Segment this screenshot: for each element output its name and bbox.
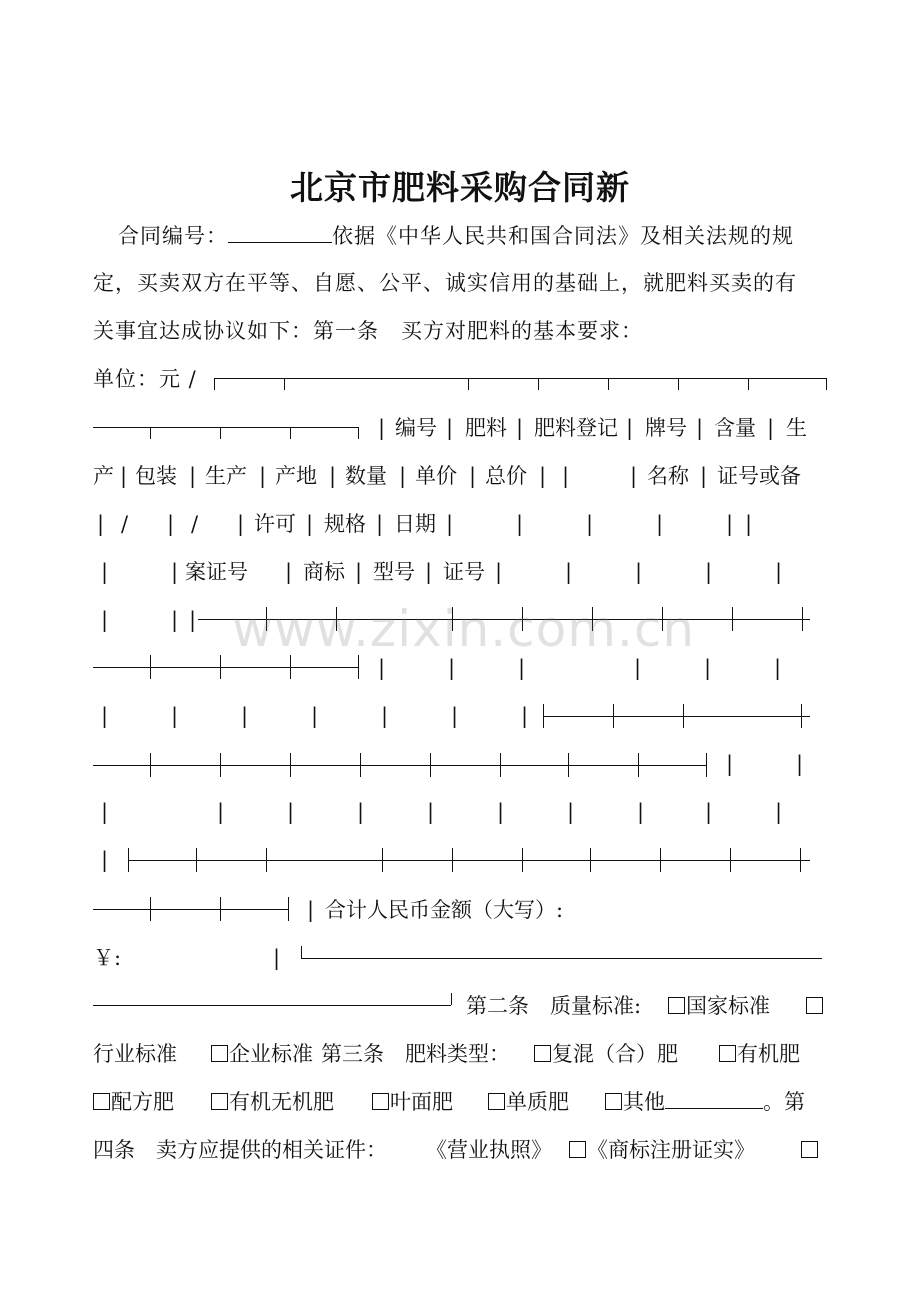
- option-formula: 配方肥: [111, 1090, 174, 1114]
- table-top-border: [214, 378, 827, 379]
- table-row-total: | 合计人民币金额（大写）:: [93, 895, 833, 925]
- unit-label: 单位：元 /: [93, 367, 197, 391]
- table-row-4: | | 案证号 | 商标 | 型号 | 证号 | | | | |: [93, 557, 833, 587]
- checkbox-trademark-cert[interactable]: [569, 1141, 586, 1158]
- checkbox-organic-inorganic[interactable]: [211, 1093, 228, 1110]
- table-tick: [382, 848, 383, 872]
- watermark: www.zixin.com.cn: [232, 600, 696, 658]
- total-amount-label: 合计人民币金额（大写）:: [325, 898, 564, 922]
- intro-basis-text: 依据《中华人民共和国合同法》及相关法规的规: [332, 224, 794, 248]
- article-4-line: [93, 1135, 833, 1165]
- article-2-line: [93, 991, 833, 1021]
- header-content: 含量: [714, 416, 756, 440]
- checkbox-other[interactable]: [605, 1093, 622, 1110]
- article-4-label: 四条 卖方应提供的相关证件：: [93, 1138, 387, 1162]
- checkbox-formula[interactable]: [93, 1093, 110, 1110]
- header-trademark: 商标: [303, 560, 345, 584]
- header-license: 许可: [254, 512, 296, 536]
- table-row-yen: ￥: |: [93, 943, 833, 973]
- checkbox-compound[interactable]: [534, 1045, 551, 1062]
- table-row-2: 产 | 包装 | 生产 | 产地 | 数量 | 单价 | 总价 | | | 名称 | 证号或备: [93, 461, 833, 491]
- table-row-3: | / | / | 许可 | 规格 | 日期 | | | | | |: [93, 509, 833, 539]
- table-tick: [732, 607, 733, 631]
- table-tick: [266, 848, 267, 872]
- table-tick: [613, 704, 614, 728]
- header-fertilizer: 肥料: [465, 416, 507, 440]
- article-3-options-line: [93, 1087, 833, 1117]
- header-production-end: 产: [93, 464, 114, 488]
- article-3-label: 第三条 肥料类型：: [321, 1042, 510, 1066]
- cell-slash-2: /: [191, 512, 199, 536]
- header-registration: 肥料登记: [534, 416, 618, 440]
- document-title: 北京市肥料采购合同新: [290, 168, 630, 207]
- option-enterprise-standard: 企业标准: [229, 1042, 313, 1066]
- table-corner: [543, 704, 544, 728]
- table-row-5: | | |: [101, 608, 197, 632]
- table-tick: [538, 378, 539, 390]
- table-bottom-border: [301, 958, 822, 959]
- header-unit-price: 单价: [415, 464, 457, 488]
- header-production-start: 生: [786, 416, 807, 440]
- header-origin: 产地: [275, 464, 317, 488]
- checkbox-enterprise-standard[interactable]: [211, 1045, 228, 1062]
- table-rule: [128, 860, 810, 861]
- table-tick: [826, 378, 827, 390]
- table-corner: [214, 378, 215, 390]
- table-tick: [590, 848, 591, 872]
- doc-trademark-cert: 《商标注册证实》: [587, 1138, 755, 1162]
- header-brand: 牌号: [645, 416, 687, 440]
- table-tick: [730, 848, 731, 872]
- checkbox-foliar[interactable]: [372, 1093, 389, 1110]
- checkbox-industry-standard[interactable]: [806, 997, 823, 1014]
- header-producer: 生产: [205, 464, 247, 488]
- intro-line-1: [118, 220, 858, 251]
- header-record-number: 案证号: [185, 560, 248, 584]
- contract-number-label: 合同编号：: [118, 224, 228, 248]
- option-organic-inorganic: 有机无机肥: [229, 1090, 334, 1114]
- unit-line: [93, 364, 833, 394]
- intro-line-3: 关事宜达成协议如下：第一条 买方对肥料的基本要求：: [93, 319, 643, 343]
- checkbox-single-nutrient[interactable]: [488, 1093, 505, 1110]
- article-2-label: 第二条 质量标准:: [466, 994, 642, 1018]
- table-tick: [608, 378, 609, 390]
- checkbox-next-cert[interactable]: [801, 1141, 818, 1158]
- yen-label: ￥:: [93, 946, 122, 970]
- table-row-1: | 编号 | 肥料 | 肥料登记 | 牌号 | 含量 | 生: [93, 413, 833, 443]
- table-row-8: | |: [726, 752, 804, 776]
- header-model: 型号: [373, 560, 415, 584]
- option-industry-standard: 行业标准: [93, 1042, 177, 1066]
- contract-number-blank[interactable]: [228, 220, 332, 243]
- table-tick: [452, 848, 453, 872]
- checkbox-organic[interactable]: [719, 1045, 736, 1062]
- option-other: 其他: [623, 1090, 665, 1114]
- table-corner: [128, 848, 129, 872]
- header-quantity: 数量: [345, 464, 387, 488]
- table-row-9: | | | | | | | | | |: [101, 800, 783, 824]
- table-rule: [543, 716, 810, 717]
- table-row-7: | | | | | | |: [101, 704, 529, 728]
- table-tick: [660, 848, 661, 872]
- header-packaging: 包装: [135, 464, 177, 488]
- article-4-prefix: 。第: [763, 1090, 805, 1114]
- table-tick: [748, 378, 749, 390]
- table-tick: [800, 848, 801, 872]
- option-compound: 复混（合）肥: [552, 1042, 678, 1066]
- checkbox-national-standard[interactable]: [668, 997, 685, 1014]
- header-number: 编号: [395, 416, 437, 440]
- doc-business-license: 《营业执照》: [426, 1138, 552, 1162]
- table-tick: [802, 607, 803, 631]
- article-3-line: [93, 1039, 833, 1069]
- table-tick: [196, 848, 197, 872]
- table-tick: [801, 704, 802, 728]
- intro-line-2: 定，买卖双方在平等、自愿、公平、诚实信用的基础上，就肥料买卖的有: [93, 271, 797, 295]
- option-foliar: 叶面肥: [390, 1090, 453, 1114]
- header-cert-no: 证号: [443, 560, 485, 584]
- table-tick: [284, 378, 285, 390]
- option-national-standard: 国家标准: [686, 994, 770, 1018]
- table-tick: [468, 378, 469, 390]
- header-spec: 规格: [324, 512, 366, 536]
- header-date: 日期: [394, 512, 436, 536]
- option-organic: 有机肥: [737, 1042, 800, 1066]
- other-type-blank[interactable]: [665, 1088, 763, 1109]
- header-name: 名称: [647, 464, 689, 488]
- header-total-price: 总价: [485, 464, 527, 488]
- table-row-10: |: [101, 848, 109, 872]
- cell-slash-1: /: [121, 512, 129, 536]
- header-cert-number: 证号或备: [717, 464, 801, 488]
- table-corner: [301, 946, 302, 958]
- table-tick: [678, 378, 679, 390]
- table-tick: [683, 704, 684, 728]
- table-row-6: | | | | | |: [378, 656, 782, 680]
- option-single-nutrient: 单质肥: [506, 1090, 569, 1114]
- table-tick: [522, 848, 523, 872]
